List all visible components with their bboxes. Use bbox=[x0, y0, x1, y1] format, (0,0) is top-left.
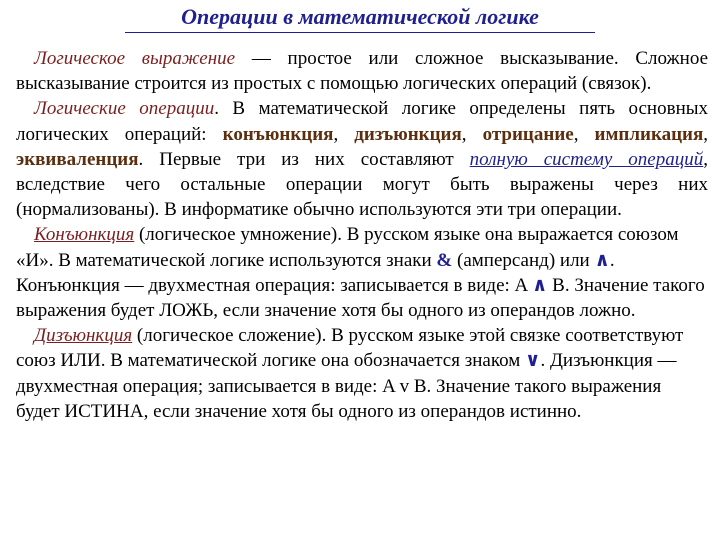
ampersand-symbol: & bbox=[436, 249, 453, 271]
paragraph-logical-operations bbox=[16, 96, 708, 222]
term-logical-expression: Логическое выражение bbox=[34, 48, 236, 69]
p3-text2: (амперсанд) или bbox=[452, 249, 595, 271]
p3-text3: . Конъюнкция — двухместная операция: записывается в виде: A bbox=[16, 249, 615, 296]
p2-text2: . Первые три из них составляют bbox=[138, 148, 470, 170]
page-title: Операции в математической логике bbox=[0, 4, 720, 33]
sep: , bbox=[333, 123, 355, 145]
term-disjunction: Дизъюнкция bbox=[34, 325, 133, 347]
term-conjunction: Конъюнкция bbox=[34, 224, 135, 246]
sep: , bbox=[703, 123, 709, 145]
p2-text3: , вследствие чего остальные операции могут быть выражены через них (нормализованы). В информатике обычно используются эти три операции. bbox=[16, 148, 708, 221]
op-conjunction: конъюнкция bbox=[222, 123, 334, 145]
paragraph-logical-expression bbox=[16, 46, 708, 96]
p4-text1: (логическое сложение). В русском языке этой связке соответствуют союз ИЛИ. В математической логике она обозначается знаком bbox=[16, 325, 684, 372]
and-symbol: ∧ bbox=[594, 249, 610, 271]
p3-text1: (логическое умножение). В русском языке она выражается союзом «И». В математической логике используются знаки bbox=[16, 224, 679, 271]
sep: , bbox=[461, 123, 483, 145]
or-symbol: ∨ bbox=[525, 350, 541, 372]
op-equivalence: эквиваленция bbox=[16, 148, 139, 170]
paragraph-disjunction bbox=[16, 323, 708, 424]
paragraph-conjunction bbox=[16, 222, 708, 323]
sep: , bbox=[573, 123, 595, 145]
and-symbol-inline: ∧ bbox=[531, 274, 548, 296]
op-implication: импликация bbox=[594, 123, 704, 145]
slide-body bbox=[16, 46, 708, 424]
term-logical-operations: Логические операции bbox=[34, 98, 215, 120]
complete-system-link[interactable]: полную систему операций bbox=[469, 148, 704, 170]
op-disjunction: дизъюнкция bbox=[354, 123, 462, 145]
p4-text2: . Дизъюнкция — двухместная операция; записывается в виде: A v B. Значение такого выражения будет ИСТИНА, если значение хотя бы одного из операндов истинно. bbox=[16, 350, 677, 422]
p2-text1: . В математической логике определены пять основных логических операций: bbox=[16, 98, 708, 145]
op-negation: отрицание bbox=[482, 123, 574, 145]
p1-text: — простое или сложное высказывание. Сложное высказывание строится из простых с помощью логических операций (связок). bbox=[16, 48, 708, 95]
p3-text4: B. Значение такого выражения будет ЛОЖЬ, если значение хотя бы одного из операндов ложно. bbox=[16, 274, 705, 322]
